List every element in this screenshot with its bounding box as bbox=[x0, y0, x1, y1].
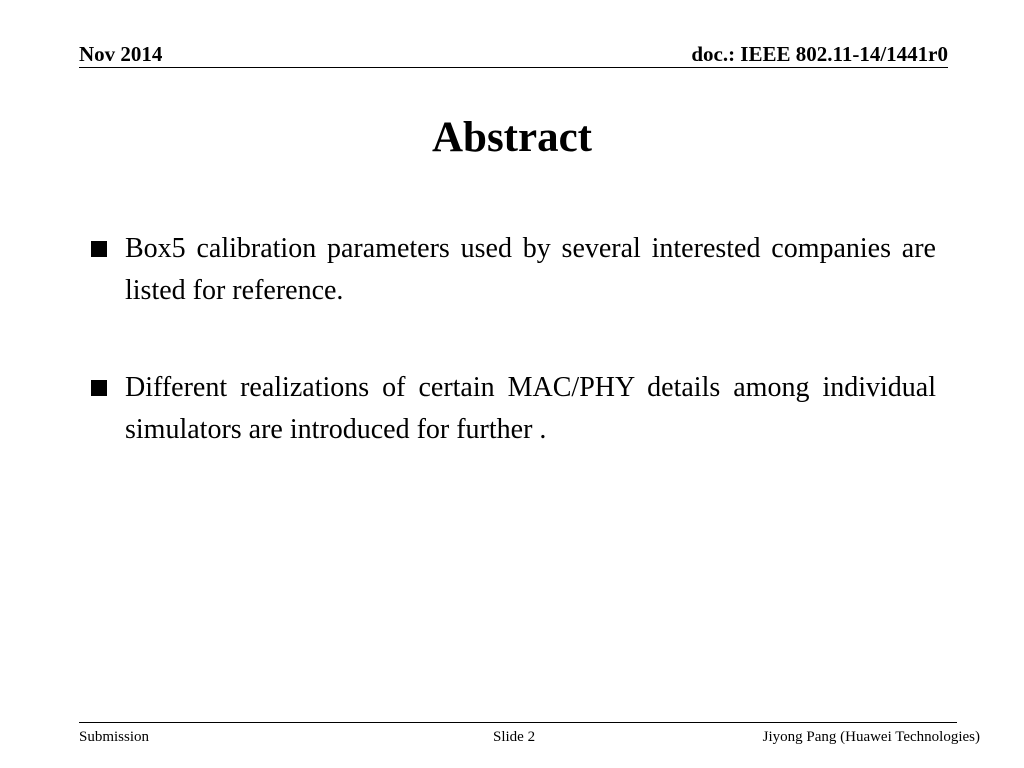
slide-title: Abstract bbox=[431, 114, 592, 161]
footer-submission: Submission bbox=[79, 729, 150, 745]
bullet-text: Different realizations of certain MAC/PHY details among individual simulators are introduced for further . bbox=[125, 372, 936, 445]
square-bullet-icon bbox=[91, 380, 107, 396]
header-doc-id: doc.: IEEE 802.11-14/1441r0 bbox=[691, 42, 948, 66]
footer-slide-number: Slide 2 bbox=[493, 729, 536, 745]
square-bullet-icon bbox=[91, 241, 107, 257]
header-date: Nov 2014 bbox=[79, 42, 163, 66]
bullet-item bbox=[88, 367, 936, 451]
header-divider bbox=[79, 67, 948, 68]
footer-author: Jiyong Pang (Huawei Technologies) bbox=[762, 729, 980, 745]
bullet-text: Box5 calibration parameters used by several interested companies are listed for reference. bbox=[125, 233, 936, 306]
bullet-list bbox=[88, 228, 936, 506]
bullet-item bbox=[88, 228, 936, 312]
footer-divider bbox=[79, 722, 957, 723]
